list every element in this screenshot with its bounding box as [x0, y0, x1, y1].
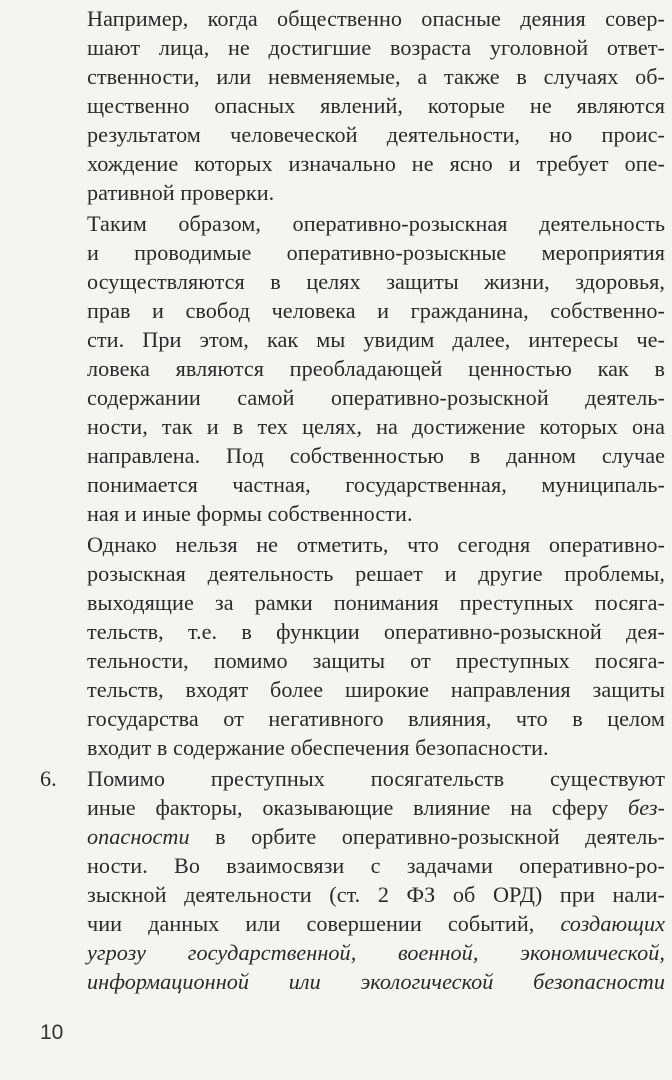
p3-line-6: тельств, входят более широкие направления защиты [87, 677, 665, 702]
p1-line-4: щественно опасных явлений, которые не являются [87, 93, 665, 118]
item6-line-2-italic: без- [628, 795, 665, 820]
item6-line-6-text: чии данных или совершении событий, [87, 911, 561, 936]
item-number: 6. [40, 766, 57, 791]
p2-line-10: понимается частная, государственная, муниципаль- [87, 472, 665, 497]
p1-line-1: Например, когда общественно опасные деяния совер- [87, 6, 665, 31]
item6-line-8: информационной или экологической безопасности [87, 969, 665, 994]
item6-line-3-text: в орбите оперативно-розыскной деятель- [189, 824, 665, 849]
p2-line-5: сти. При этом, как мы увидим далее, интересы че- [87, 327, 665, 352]
p2-line-1: Таким образом, оперативно-розыскная деятельность [87, 211, 665, 236]
p3-line-7: государства от негативного влияния, что в целом [87, 706, 665, 731]
page-number: 10 [40, 1021, 64, 1044]
p2-line-4: прав и свобод человека и гражданина, собственно- [87, 298, 665, 323]
p3-line-2: розыскная деятельность решает и другие проблемы, [87, 561, 665, 586]
item6-line-4: ности. Во взаимосвязи с задачами оперативно-ро- [87, 853, 665, 878]
p2-line-2: и проводимые оперативно-розыскные мероприятия [87, 240, 665, 265]
item6-line-7: угрозу государственной, военной, экономической, [87, 940, 665, 965]
p3-line-5: тельности, помимо защиты от преступных посяга- [87, 648, 665, 673]
p3-line-8: входит в содержание обеспечения безопасности. [87, 735, 549, 760]
p3-line-1: Однако нельзя не отметить, что сегодня оперативно- [87, 532, 665, 557]
p2-line-9: направлена. Под собственностью в данном случае [87, 443, 665, 468]
item6-line-6 [87, 909, 665, 938]
item6-line-2 [87, 793, 665, 822]
p1-line-3: ственности, или невменяемые, а также в случаях об- [87, 64, 665, 89]
item6-line-3 [87, 822, 665, 851]
p3-line-3: выходящие за рамки понимания преступных посяга- [87, 590, 665, 615]
p1-line-2: шают лица, не достигшие возраста уголовной ответ- [87, 35, 665, 60]
p3-line-4: тельств, т.е. в функции оперативно-розыскной дея- [87, 619, 665, 644]
p2-line-6: ловека являются преобладающей ценностью как в [87, 356, 665, 381]
p2-line-11: ная и иные формы собственности. [87, 501, 413, 526]
p1-line-7: ративной проверки. [87, 180, 275, 205]
p2-line-7: содержании самой оперативно-розыскной деятель- [87, 385, 665, 410]
item6-line-1: Помимо преступных посягательств существуют [87, 766, 665, 791]
p1-line-5: результатом человеческой деятельности, но проис- [87, 122, 665, 147]
item6-line-2-text: иные факторы, оказывающие влияние на сферу [87, 795, 629, 820]
p2-line-8: ности, так и в тех целях, на достижение которых она [87, 414, 665, 439]
item6-line-5: зыскной деятельности (ст. 2 ФЗ об ОРД) при нали- [87, 882, 665, 907]
p2-line-3: осуществляются в целях защиты жизни, здоровья, [87, 269, 665, 294]
item6-line-3-italic: опасности [87, 824, 190, 849]
p1-line-6: хождение которых изначально не ясно и требует опе- [87, 151, 665, 176]
item6-line-6-italic: создающих [560, 911, 665, 936]
